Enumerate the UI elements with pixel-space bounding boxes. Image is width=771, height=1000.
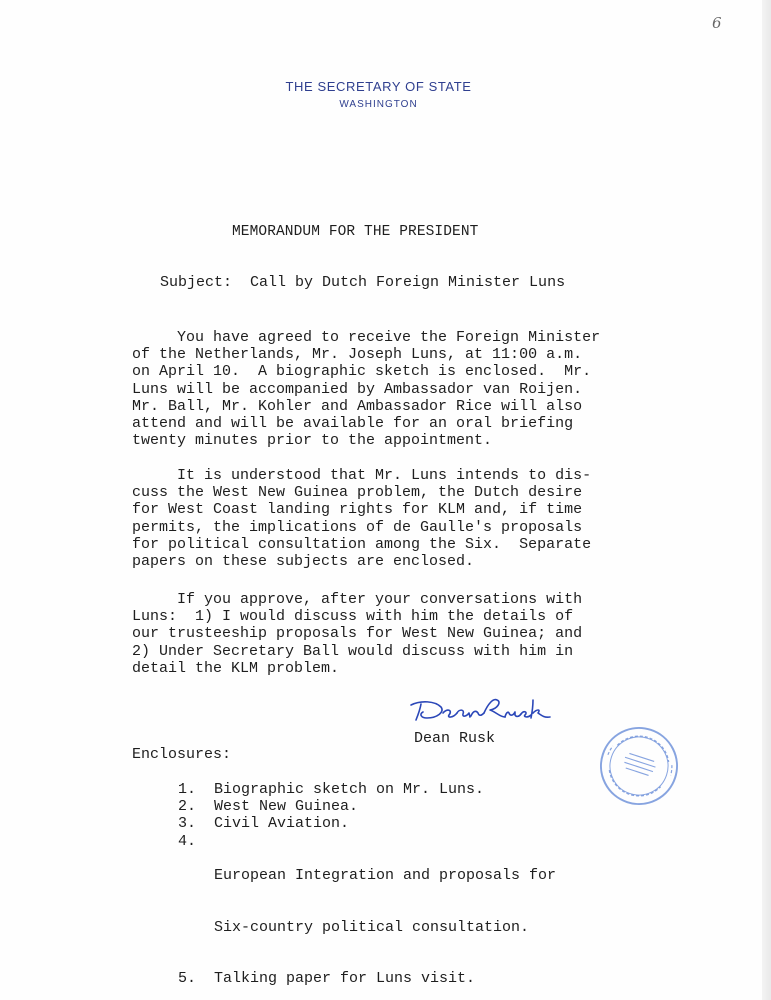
enclosures-list [178,781,556,987]
enclosure-text: Six-country political consultation. [214,918,530,936]
paragraph-line: of the Netherlands, Mr. Joseph Luns, at 11:00 a.m. [132,346,583,364]
enclosure-text: West New Guinea. [214,798,359,816]
paragraph-line: twenty minutes prior to the appointment. [132,432,493,450]
paragraph-line: 2) Under Secretary Ball would discuss with him in [132,642,574,660]
letterhead-city: WASHINGTON [339,99,418,110]
paragraph-line: Luns: 1) I would discuss with him the details of [132,608,574,626]
paragraph-line: for West Coast landing rights for KLM and, if time [132,501,583,519]
enclosure-text: Biographic sketch on Mr. Luns. [214,781,485,798]
memo-paragraph-3 [132,591,652,677]
enclosure-item [178,798,556,815]
archive-stamp-icon [598,725,680,807]
enclosure-item [178,970,556,987]
enclosure-number: 1. [178,781,197,798]
memo-title: MEMORANDUM FOR THE PRESIDENT [232,224,479,240]
paragraph-line: Luns will be accompanied by Ambassador van Roijen. [132,380,583,398]
paragraph-line: for political consultation among the Six. Separate [132,535,592,553]
enclosure-number: 4. [178,832,197,850]
handwritten-signature [407,696,572,728]
signer-name: Dean Rusk [414,730,496,747]
paragraph-line: detail the KLM problem. [132,659,340,677]
enclosure-number: 2. [178,798,197,816]
enclosure-number: 3. [178,815,197,833]
paragraph-line: on April 10. A biographic sketch is enclosed. Mr. [132,363,592,381]
paragraph-line: cuss the West New Guinea problem, the Dutch desire [132,484,583,502]
enclosure-item [178,781,556,798]
enclosure-item [178,815,556,832]
paragraph-line: It is understood that Mr. Luns intends to dis- [132,467,592,484]
enclosure-item [178,833,556,971]
enclosure-text: European Integration and proposals for [214,867,557,885]
paragraph-line: If you approve, after your conversations with [132,591,583,608]
paragraph-line: You have agreed to receive the Foreign Minister [132,329,601,346]
subject-line: Subject: Call by Dutch Foreign Minister Luns [160,274,566,291]
page-edge [762,0,771,1000]
letterhead-title: THE SECRETARY OF STATE [285,79,472,94]
enclosures-label: Enclosures: [132,746,232,763]
paragraph-line: Mr. Ball, Mr. Kohler and Ambassador Rice will also [132,397,583,415]
page-number: 6 [712,14,722,32]
paragraph-line: attend and will be available for an oral briefing [132,415,574,433]
enclosure-text: Civil Aviation. [214,815,350,833]
paragraph-line: our trusteeship proposals for West New Guinea; and [132,625,583,643]
paragraph-line: permits, the implications of de Gaulle's proposals [132,518,583,536]
memo-paragraph-1 [132,329,652,449]
enclosure-text: Talking paper for Luns visit. [214,970,476,988]
paragraph-line: papers on these subjects are enclosed. [132,553,475,571]
enclosure-number: 5. [178,970,197,988]
memo-paragraph-2 [132,467,652,570]
